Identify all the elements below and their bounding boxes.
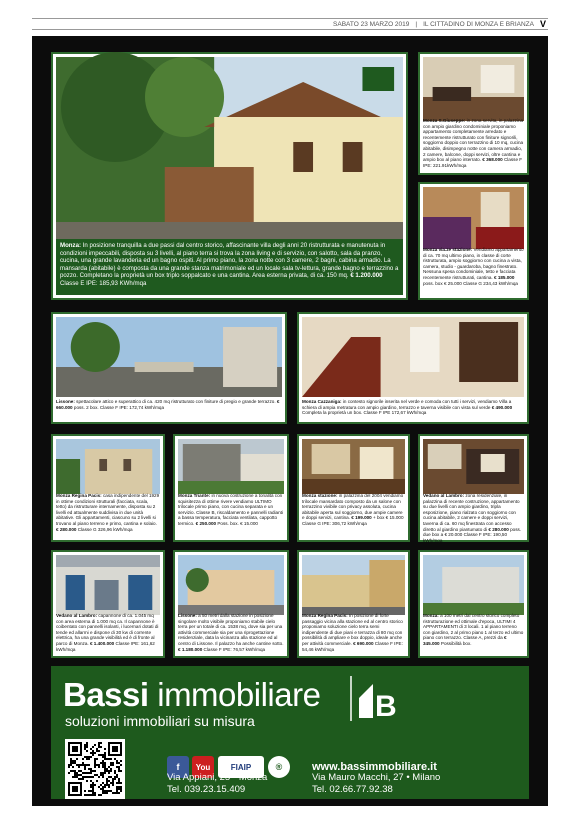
listing-text: Monza Triante: in nuova costruzione a tonalità con squisitezza di ottime rivere vendiamo ULTIMO trilocale primo piano, con cucina separata e un servizio. Classe B, riscaldamento e pannelli radianti a bassa temperatura, facciata ventilata, cappotto termico. € 250.000 Poss. box. € 15.000: [178, 493, 283, 526]
certification-icon: ®: [268, 756, 290, 778]
agency-footer: [51, 666, 529, 799]
header-date: SABATO 23 MARZO 2019: [333, 20, 410, 28]
listing-text: Monza Regina Pacis: casa indipendente del 1929 in ottime condizioni strutturali (facciata, scala, tetto) da ristrutturare internamente, disposta su 2 livelli ed attualmente suddivisa in due unità abitative. Gli appartamenti, ciascuno su 2 livelli si trovano al piano terreno e primo, cantina e solaio. € 280.000 Classe G 326,96 kWh/mqa: [56, 493, 160, 532]
listing-card-monza-stazione-2[interactable]: [297, 434, 410, 542]
listing-card-lissone-attico[interactable]: [51, 312, 287, 424]
listing-card-lissone-stabile[interactable]: [173, 550, 289, 658]
listing-card-monza-regina-pacis-1[interactable]: [51, 434, 165, 542]
agency-tagline: soluzioni immobiliari su misura: [65, 713, 255, 729]
office-monza-phone[interactable]: Tel. 039.23.15.409: [167, 784, 246, 795]
listing-text: Monza stazione: in palazzina del 2004 vendiamo trilocale mansardato composto da un salone con terrazzino vivibile con privacy assoluta, cucina abitabile aperta sul soggiorno, due ampie camere e doppi servizi, cantina. € 199.000 + box € 15.000 Classe G IPE: 306,72 kWh/mqa: [302, 493, 404, 526]
office-monza-address: Via Appiani, 25 • Monza: [167, 772, 268, 783]
agency-website-link[interactable]: www.bassimmobiliare.it: [312, 761, 437, 773]
office-milano-address: Via Mauro Macchi, 27 • Milano: [312, 772, 441, 783]
office-monza: [167, 772, 267, 796]
newspaper-header: SABATO 23 MARZO 2019 | IL CITTADINO DI MONZA E BRIANZA V: [32, 18, 548, 30]
listing-photo: [423, 57, 524, 121]
youtube-icon[interactable]: You: [192, 756, 214, 778]
listing-photo: [56, 555, 160, 615]
listing-text: Vedano al Lambro: zona residenziale, in palazzina di recente costruzione, appartamento su due livelli con ampio giardino, tripla esposizione, piano rialzato con soggiorno con cucina abitabile, 2 camere e doppi servizi, taverna di ca. 60 mq finestrata con accesso diretto al giardino piantumato di € 280.000 poss. due box a € 20.000 Classe F IPE: 190,50 kWh/mqa: [423, 493, 522, 543]
listing-photo: [178, 439, 284, 494]
listing-photo: [423, 555, 524, 615]
facebook-icon[interactable]: f: [167, 756, 189, 778]
listing-text: Monza via.ze stazione: Vendiamo appartamento di ca. 70 mq ultimo piano, in classe di corte ristrutturata, ampio soggiorno con cucina a vista, camera, studio - guardaroba, bagno finestrato. Nessuna spesa condominiale, tetto e facciata recentemente ristrutturati, cantina. € 185.000 poss. box € 25.000 Classe G 234,43 kWh/mqa: [423, 247, 524, 286]
listing-card-monza-regina-pacis-2[interactable]: [297, 550, 410, 658]
listing-photo: [423, 439, 524, 494]
agency-name: Bassi immobiliare: [63, 676, 321, 713]
listing-text: Monza Cazzaniga: in contesto signorile inserita nel verde e comoda con tutti i servizi, vendiamo Villa a schiera di ampia metratura con ampio giardino, terrazzo e taverna visibile con vista sul verde € 490.000 Completa la proprietà un box. Classe F IPE 172,67 kWh/mqa: [302, 399, 513, 416]
listing-card-vedano-appartamento[interactable]: [418, 434, 529, 542]
header-page-letter: V: [539, 19, 546, 29]
listing-photo: [302, 555, 405, 615]
qr-code-icon[interactable]: [65, 739, 125, 799]
listing-text: Monza S.Giuseppe: in zona servita, in palazzina con ampio giardino condominiale proponiamo appartamento completamente arredato e recentemente ristrutturato con finiture signorili, soggiorno doppio con terrazzino di 10 mq, cucina abitabile, disimpegno notte con camera armadio, 2 camere, balcone, doppi servizi, oltre cantina e ampio box al piano interrato. € 368.000 Classe F IPE: 221.91kWh/mqa: [423, 118, 524, 168]
office-milano: [312, 772, 440, 796]
listing-card-monza-triante[interactable]: [173, 434, 289, 542]
agency-logo-icon: [351, 676, 396, 721]
header-paper: IL CITTADINO DI MONZA E BRIANZA: [423, 20, 534, 28]
listing-photo: [56, 57, 403, 242]
listing-text: Lissone: spettacolare attico e superattico di ca. 420 mq ristrutturato con finiture di pregio e grande terrazzo. € 660.000 poss. 2 box. Classe F IPE: 172,74 kWh/mqa: [56, 399, 280, 410]
listing-card-monza-sgiuseppe[interactable]: [418, 52, 529, 175]
listing-text: Vedano al Lambro: capannone di ca. 1.045 mq con area esterna di 1.000 mq ca. Il capannone è coibentato con pannelli isolanti, i lucernari dotati di tende ed allarmi e dispone di 30 kw di corrente elettrica, ha una grande visibilità ed è di fronte al parco di Monza. € 1.400.000 Classe IPE: 161,62 kWh/mqa: [56, 613, 159, 652]
listing-photo: [178, 555, 284, 615]
office-milano-phone[interactable]: Tel. 02.66.77.92.38: [312, 784, 393, 795]
listing-text: Lissone: a 50 metri dalla stazione in posizione singolare molto visibile proponiamo stabile cielo terra per un totale di ca. 1538 mq, dove sia per una attività commerciale sia per una riprogettazione residenziale, data la vicinanza alla stazione ed al centro di Lissone. Il palazzo ha anche cantine sotto. € 1.180.000 Classe F IPE: 76,57 kWh/mqa: [178, 613, 284, 652]
fiaip-logo-icon: FIAIP: [218, 756, 264, 778]
listing-card-villa-monza[interactable]: [51, 52, 408, 300]
listing-card-monza-cazzaniga[interactable]: [297, 312, 529, 424]
listing-card-vedano-capannone[interactable]: [51, 550, 165, 658]
listing-photo: [302, 439, 405, 494]
listing-photo: [56, 317, 282, 397]
listing-text: Monza: In posizione tranquilla a due passi dal centro storico, affascinante villa degli anni 20 ristrutturata e manutenuta in condizioni impeccabili, disposta su 3 livelli, al piano terra si trova la zona living e di servizio, con salotto, sala da pranzo, cucina, una grande lavanderia ed un bagno ospiti. Al primo piano, la zona notte con 3 camere, 2 bagni, cabina armadio. La mansarda (abitabile) è composta da una grande stanza matrimoniale ed un locale sala tv-lettura, grande bagno e terrazzino a pozzo. Completano la proprietà un box triplo soppalcato e una cantina. Area esterna privata, di ca. 150 mq. € 1.200.000 Classe E IPE: 185,93 KWh/mqa: [56, 239, 403, 295]
agency-logo-letters: B: [375, 690, 397, 723]
listing-text: Monza: a 100 metri dal centro storico completo ristrutturazione ed ottimale d'epoca, ULTIMI 4 APPARTAMENTI di 3 locali. 1 al piano terreno con giardino, 2 al primo piano 1 al terzo ed ultimo piano con terrazzo. Classe A, prezzi da € 345.000 Possibilità box.: [423, 613, 524, 646]
listing-text: Monza Regina Pacis: In posizione di forte passaggio vicina alla stazione ed al centro storico proponiamo soluzione cielo terra semi indipendente di due piani e terrazza di 80 mq con possibilità di ampliare e box doppio, ideale anche per attività commerciale. € 690.000 Classe F IPE: 54,46 kWh/mqa: [302, 613, 403, 652]
listing-card-monza-stazione-1[interactable]: [418, 182, 529, 300]
listing-card-monza-centro[interactable]: [418, 550, 529, 658]
listing-photo: [423, 187, 524, 249]
listing-photo: [56, 439, 160, 494]
listing-photo: [302, 317, 524, 397]
